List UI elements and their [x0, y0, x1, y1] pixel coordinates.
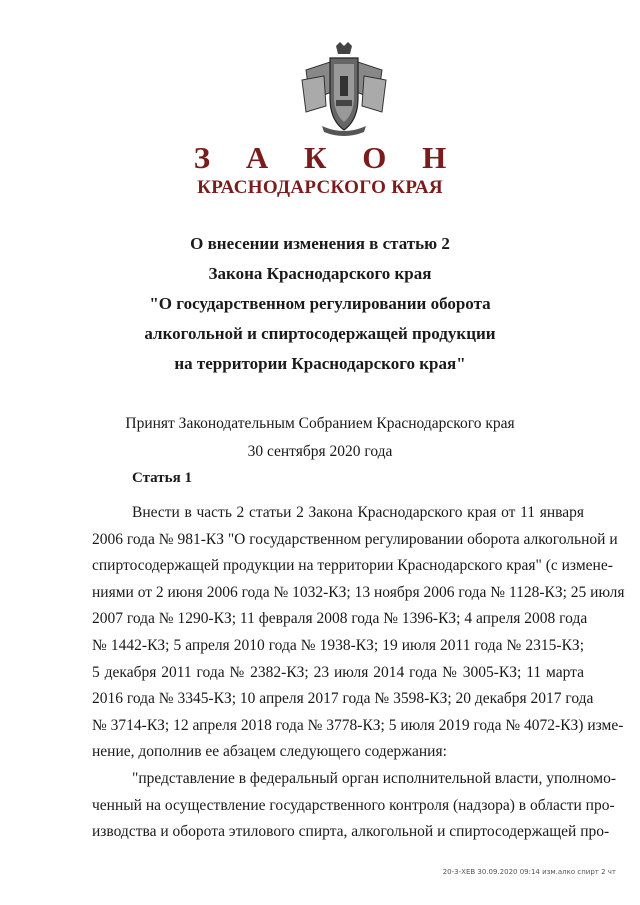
body-line: ниями от 2 июня 2006 года № 1032-КЗ; 13 ноября 2006 года № 1128-КЗ; 25 июля [92, 583, 625, 601]
article-heading: Статья 1 [132, 470, 192, 486]
subject-line: Закона Краснодарского края [208, 264, 432, 283]
document-code: 20-З-XЕВ 30.09.2020 09:14 изм.алко спирт 2 чт [442, 868, 616, 876]
subject-line: на территории Краснодарского края" [174, 354, 466, 373]
body-line: "представление в федеральный орган исполнительной власти, уполномо- [132, 769, 616, 787]
law-subject [0, 229, 640, 379]
subject-line: алкогольной и спиртосодержащей продукции [144, 324, 496, 343]
body-line: Внести в часть 2 статьи 2 Закона Краснодарского края от 11 января [132, 504, 584, 521]
body-line: изводства и оборота этилового спирта, алкогольной и спиртосодержащей про- [92, 823, 610, 841]
adoption-line: Принят Законодательным Собранием Краснодарского края [125, 415, 515, 432]
body-line: спиртосодержащей продукции на территории Краснодарского края" (с измене- [92, 557, 613, 575]
body-line: № 3714-КЗ; 12 апреля 2018 года № 3778-КЗ; 5 июля 2019 года № 4072-КЗ) изме- [92, 716, 624, 734]
body-line: 2016 года № 3345-КЗ; 10 апреля 2017 года № 3598-КЗ; 20 декабря 2017 года [92, 690, 594, 708]
body-line: № 1442-КЗ; 5 апреля 2010 года № 1938-КЗ; 19 июля 2011 года № 2315-КЗ; [92, 636, 584, 654]
body-line: ченный на осуществление государственного контроля (надзора) в области про- [92, 796, 615, 814]
body-line: 5 декабря 2011 года № 2382-КЗ; 23 июля 2014 года № 3005-КЗ; 11 марта [92, 663, 584, 681]
body-line: 2007 года № 1290-КЗ; 11 февраля 2008 года № 1396-КЗ; 4 апреля 2008 года [92, 610, 588, 628]
subject-line: "О государственном регулировании оборота [149, 294, 491, 313]
law-title: З А К О Н [193, 140, 461, 175]
subject-line: О внесении изменения в статью 2 [190, 234, 450, 253]
body-line: нение, дополнив ее абзацем следующего содержания: [92, 743, 447, 761]
article-body [92, 500, 625, 846]
adoption-note [0, 410, 640, 466]
region-name: КРАСНОДАРСКОГО КРАЯ [197, 177, 443, 198]
body-line: 2006 года № 981-КЗ "О государственном регулировании оборота алкогольной и [92, 530, 618, 548]
adoption-date: 30 сентября 2020 года [247, 443, 393, 460]
coat-of-arms-icon [296, 40, 392, 140]
